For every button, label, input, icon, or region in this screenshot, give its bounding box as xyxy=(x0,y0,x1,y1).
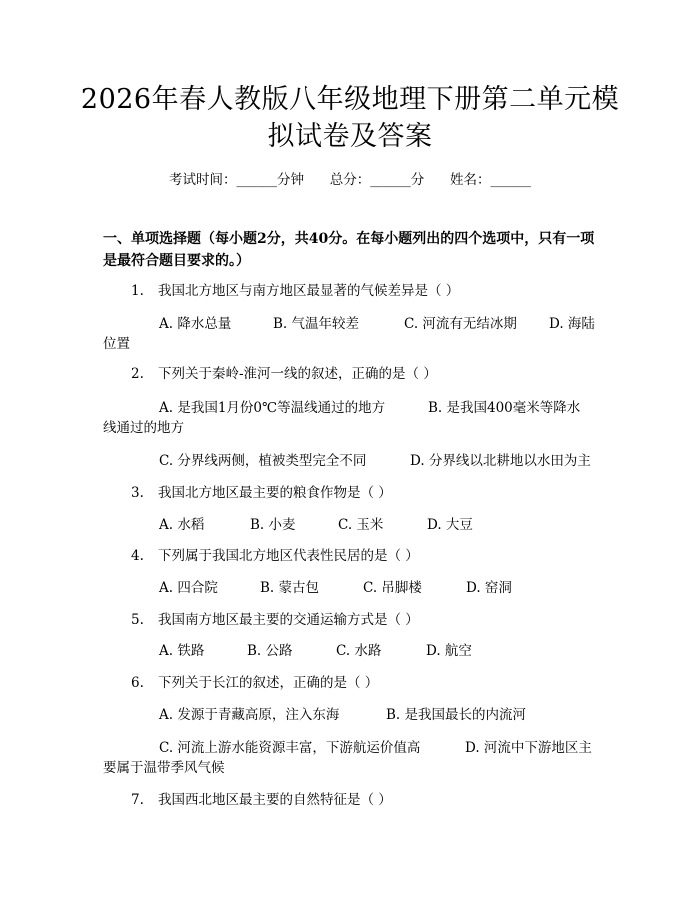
option-continuation: 要属于温带季风气候 xyxy=(103,760,225,776)
option-c: C. 吊脚楼 xyxy=(363,580,422,596)
question-3 xyxy=(131,483,392,503)
option-a: A. 水稻 xyxy=(159,517,205,533)
question-text: 我国北方地区与南方地区最显著的气候差异是（ ） xyxy=(158,283,460,299)
section-heading: 一、单项选择题（每小题2分，共40分。在每小题列出的四个选项中，只有一项是最符合题目要求的。） xyxy=(103,231,595,269)
option-a: A. 四合院 xyxy=(159,580,218,596)
option-a: A. 是我国1月份0℃等温线通过的地方 xyxy=(159,400,386,416)
question-1-options xyxy=(159,314,595,334)
question-number: 6. xyxy=(131,675,144,691)
question-text: 我国南方地区最主要的交通运输方式是（ ） xyxy=(158,612,419,628)
option-d: D. 河流中下游地区主 xyxy=(465,740,592,756)
question-number: 2. xyxy=(131,366,144,382)
option-d: D. 海陆 xyxy=(549,316,595,332)
option-b: B. 蒙古包 xyxy=(260,580,320,596)
option-a: A. 降水总量 xyxy=(159,316,232,332)
question-1 xyxy=(131,281,459,301)
option-b: B. 是我国400毫米等降水 xyxy=(428,400,581,416)
exam-title-line-2: 拟试卷及答案 xyxy=(267,121,433,152)
question-4-options xyxy=(159,578,512,598)
question-2-options-cd xyxy=(159,451,591,471)
option-a: A. 铁路 xyxy=(159,643,205,659)
option-b: B. 公路 xyxy=(247,643,293,659)
option-continuation: 线通过的地方 xyxy=(103,420,184,436)
option-c: C. 水路 xyxy=(336,643,382,659)
option-c: C. 分界线两侧，植被类型完全不同 xyxy=(159,453,367,469)
option-c: C. 河流有无结冰期 xyxy=(404,316,517,332)
question-4 xyxy=(131,546,419,566)
question-number: 7. xyxy=(131,792,144,808)
question-3-options xyxy=(159,515,473,535)
question-number: 5. xyxy=(131,612,144,628)
question-2-options-ab xyxy=(159,398,580,418)
question-text: 我国北方地区最主要的粮食作物是（ ） xyxy=(158,485,392,501)
question-6 xyxy=(131,673,378,693)
question-text: 我国西北地区最主要的自然特征是（ ） xyxy=(158,792,392,808)
question-5-options xyxy=(159,641,472,661)
exam-title-line-1: 2026年春人教版八年级地理下册第二单元模 xyxy=(80,84,620,115)
option-d: D. 大豆 xyxy=(427,517,473,533)
question-number: 1. xyxy=(131,283,144,299)
question-number: 4. xyxy=(131,548,144,564)
question-6-options-ab xyxy=(159,705,526,725)
option-d: D. 航空 xyxy=(426,643,472,659)
option-d: D. 分界线以北耕地以水田为主 xyxy=(410,453,591,469)
option-c: C. 河流上游水能资源丰富，下游航运价值高 xyxy=(159,740,421,756)
question-7 xyxy=(131,790,392,810)
option-b: B. 气温年较差 xyxy=(273,316,360,332)
question-6-options-cd xyxy=(159,738,592,758)
exam-info: 考试时间：______分钟 总分：______分 姓名：______ xyxy=(169,172,531,188)
option-c: C. 玉米 xyxy=(338,517,384,533)
option-a: A. 发源于青藏高原，注入东海 xyxy=(159,707,340,723)
option-b: B. 是我国最长的内流河 xyxy=(386,707,527,723)
question-text: 下列关于长江的叙述，正确的是（ ） xyxy=(158,675,379,691)
question-5 xyxy=(131,610,419,630)
question-number: 3. xyxy=(131,485,144,501)
option-continuation: 位置 xyxy=(103,336,130,352)
option-d: D. 窑洞 xyxy=(466,580,512,596)
question-2 xyxy=(131,364,437,384)
option-b: B. 小麦 xyxy=(250,517,296,533)
question-text: 下列属于我国北方地区代表性民居的是（ ） xyxy=(158,548,419,564)
question-text: 下列关于秦岭-淮河一线的叙述，正确的是（ ） xyxy=(158,366,437,382)
